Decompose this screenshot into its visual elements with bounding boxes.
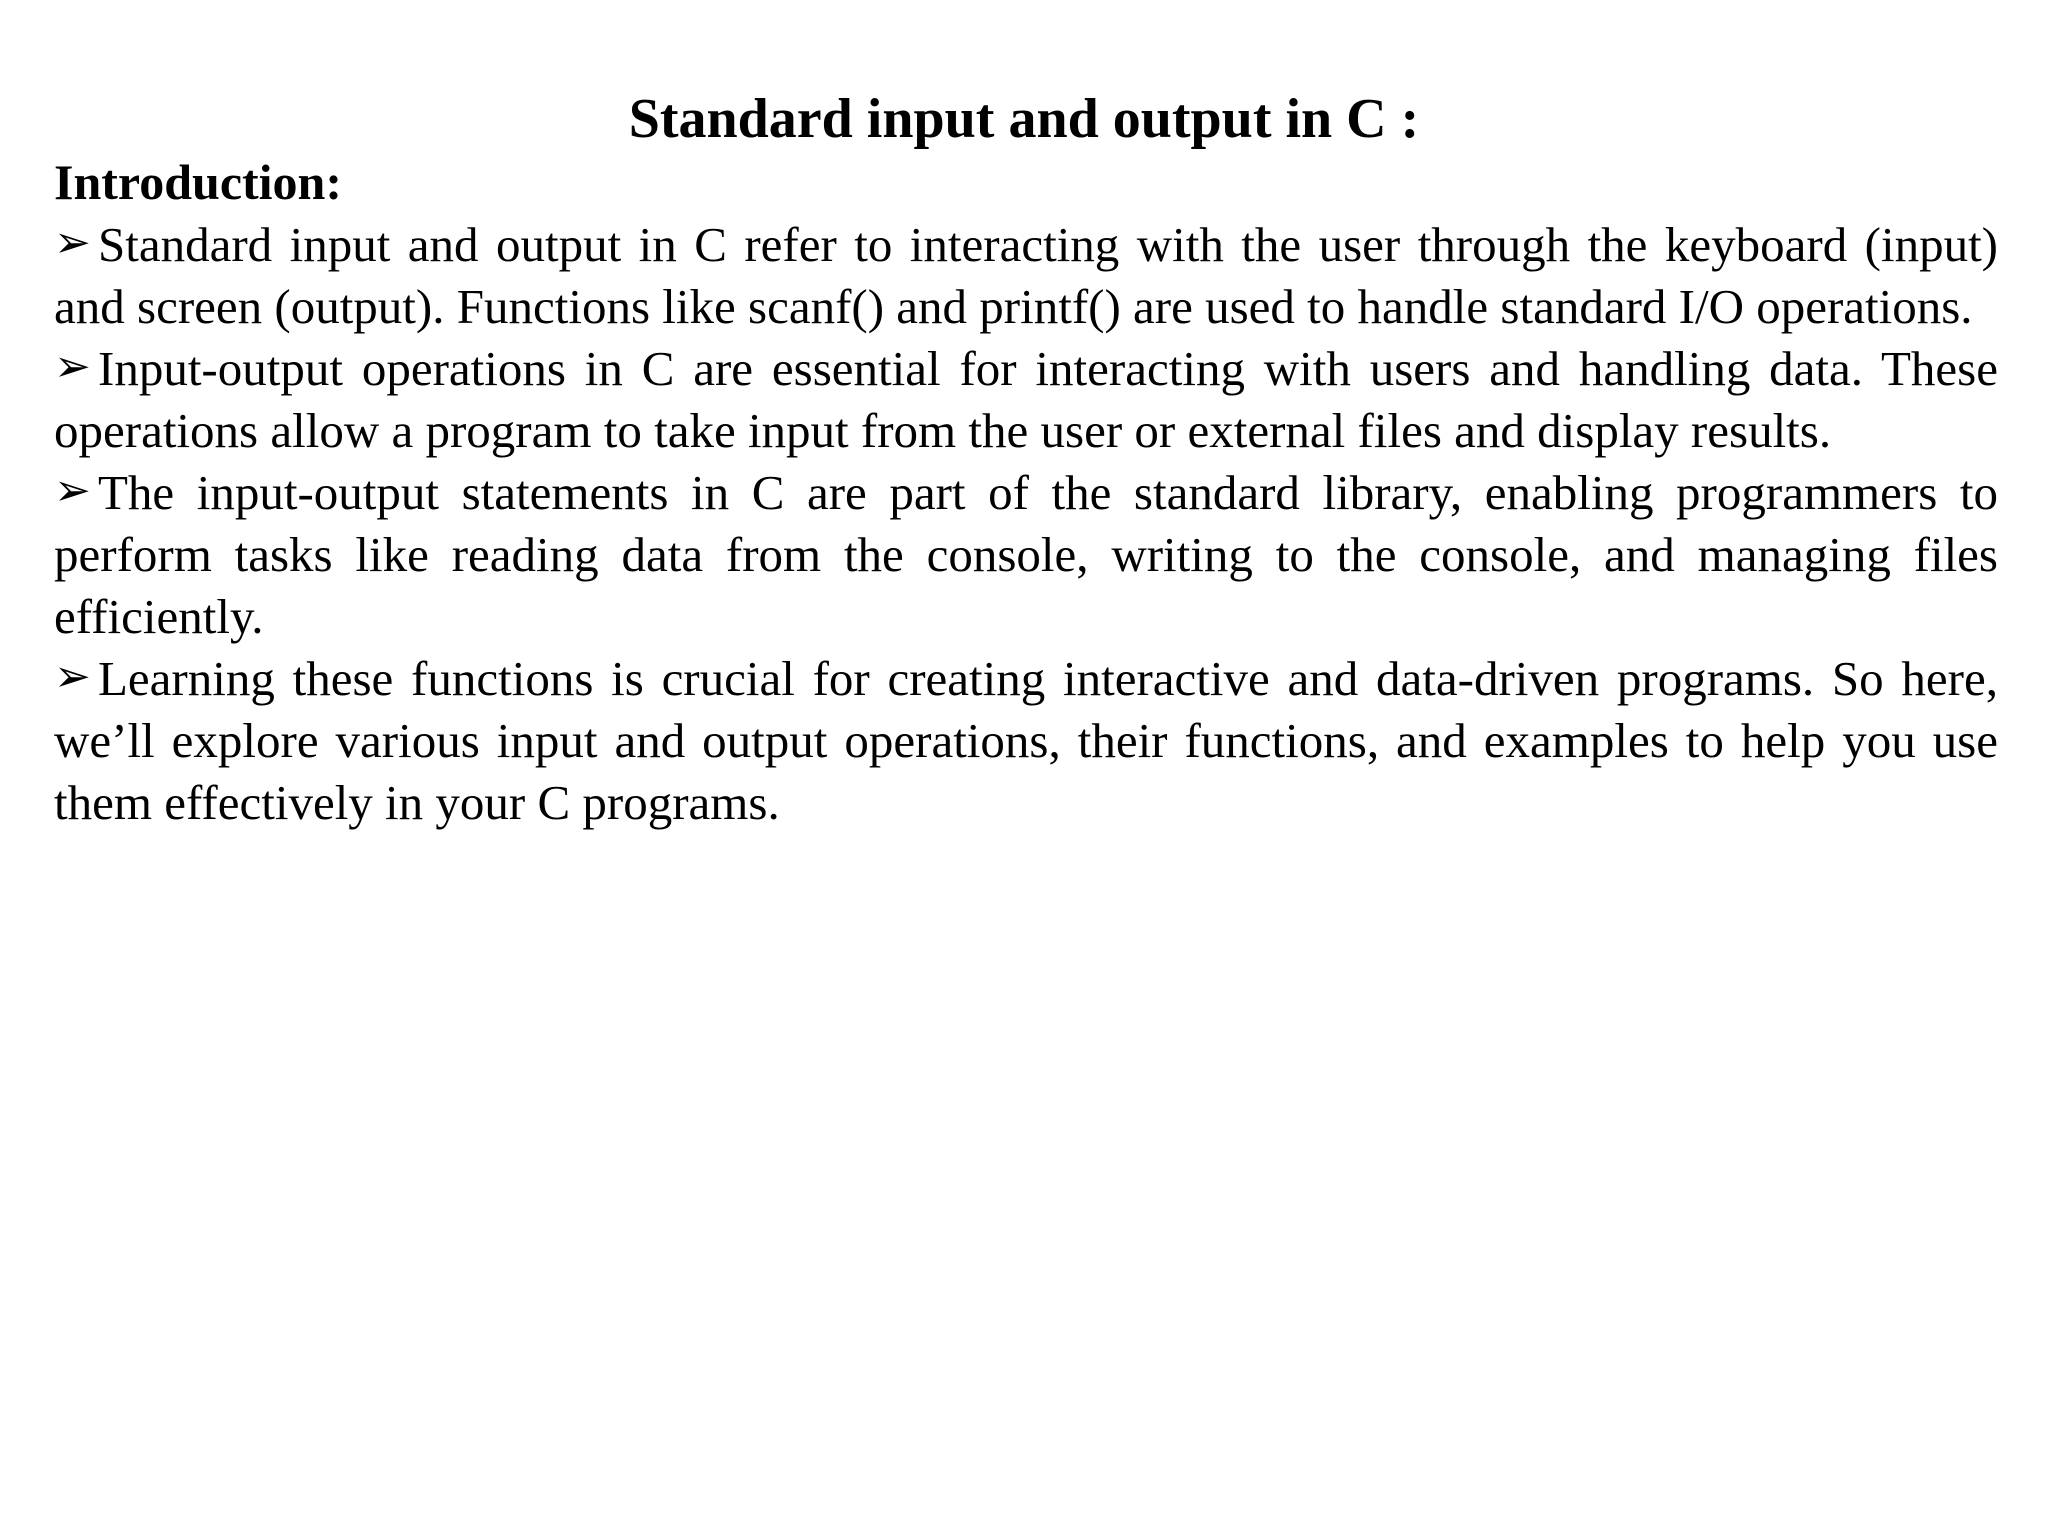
bullet-item — [54, 214, 1998, 338]
bullet-item — [54, 648, 1998, 834]
bullet-item — [54, 462, 1998, 648]
section-heading: Introduction: — [54, 154, 343, 210]
bullet-text: The input-output statements in C are part of the standard library, enabling programmers to perform tasks like reading data from the console, writing to the console, and managing files efficiently. — [54, 465, 1998, 644]
arrowhead-bullet-icon: ➢ — [54, 651, 91, 702]
bullet-text: Learning these functions is crucial for creating interactive and data-driven programs. So here, we’ll explore various input and output operations, their functions, and examples to help you use them effectively in your C programs. — [54, 651, 1998, 830]
bullet-text: Standard input and output in C refer to interacting with the user through the keyboard (input) and screen (output). Functions like scanf() and printf() are used to handle standard I/O operations. — [54, 217, 1998, 334]
arrowhead-bullet-icon: ➢ — [54, 465, 91, 516]
arrowhead-bullet-icon: ➢ — [54, 217, 91, 268]
bullet-list — [54, 214, 1998, 834]
arrowhead-bullet-icon: ➢ — [54, 341, 91, 392]
bullet-text: Input-output operations in C are essential for interacting with users and handling data. These operations allow a program to take input from the user or external files and display results. — [54, 341, 1998, 458]
slide-title: Standard input and output in C : — [628, 88, 1420, 150]
bullet-item — [54, 338, 1998, 462]
